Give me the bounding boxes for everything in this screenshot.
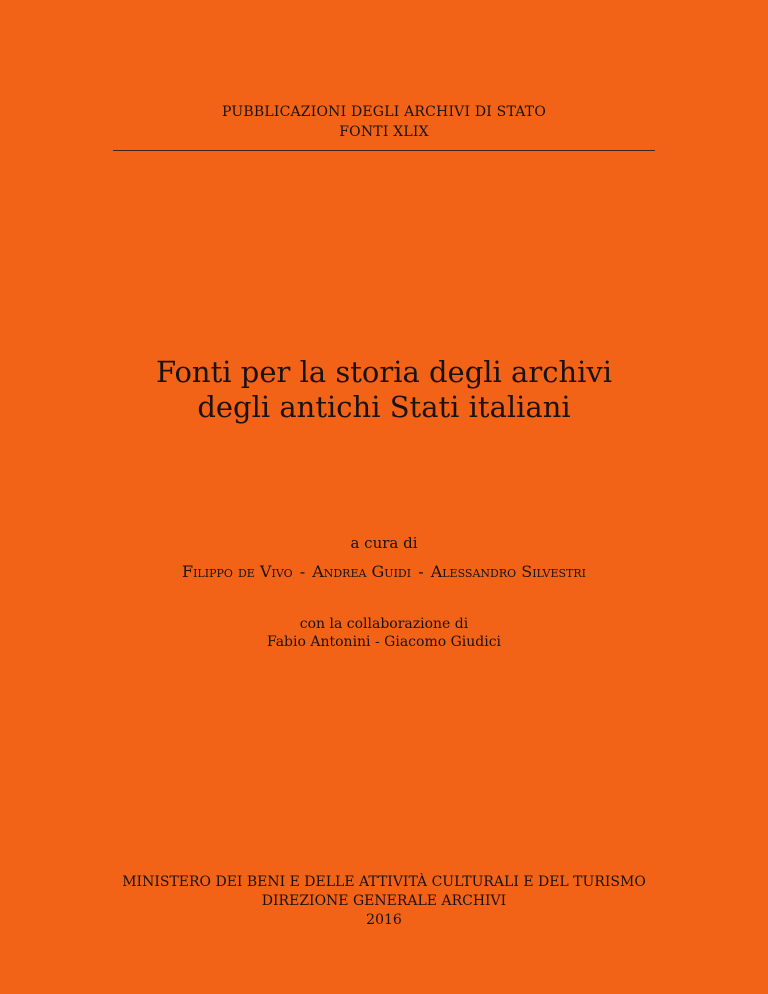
series-header <box>0 102 768 142</box>
publication-year: 2016 <box>366 912 402 928</box>
collaboration-block <box>0 615 768 651</box>
series-volume: FONTI XLIX <box>339 124 429 140</box>
name-separator: - <box>418 562 424 581</box>
book-title <box>0 355 768 425</box>
title-line-2: degli antichi Stati italiani <box>197 390 571 424</box>
series-name: PUBBLICAZIONI DEGLI ARCHIVI DI STATO <box>222 104 546 120</box>
collaboration-label: con la collaborazione di <box>299 616 469 632</box>
curators-label: a cura di <box>350 534 418 552</box>
title-line-1: Fonti per la storia degli archivi <box>155 355 613 389</box>
curator-name: Filippo de Vivo <box>181 562 293 581</box>
publisher-directorate: DIREZIONE GENERALE ARCHIVI <box>261 893 507 909</box>
publisher-ministry: MINISTERO DEI BENI E DELLE ATTIVITÀ CULTURALI E DEL TURISMO <box>122 874 646 890</box>
curator-name: Andrea Guidi <box>312 562 412 581</box>
collaboration-names: Fabio Antonini - Giacomo Giudici <box>266 634 502 650</box>
curator-name: Alessandro Silvestri <box>430 562 587 581</box>
name-separator: - <box>299 562 306 581</box>
publisher-block <box>0 873 768 930</box>
header-divider <box>113 150 655 151</box>
curators-names <box>0 562 768 582</box>
